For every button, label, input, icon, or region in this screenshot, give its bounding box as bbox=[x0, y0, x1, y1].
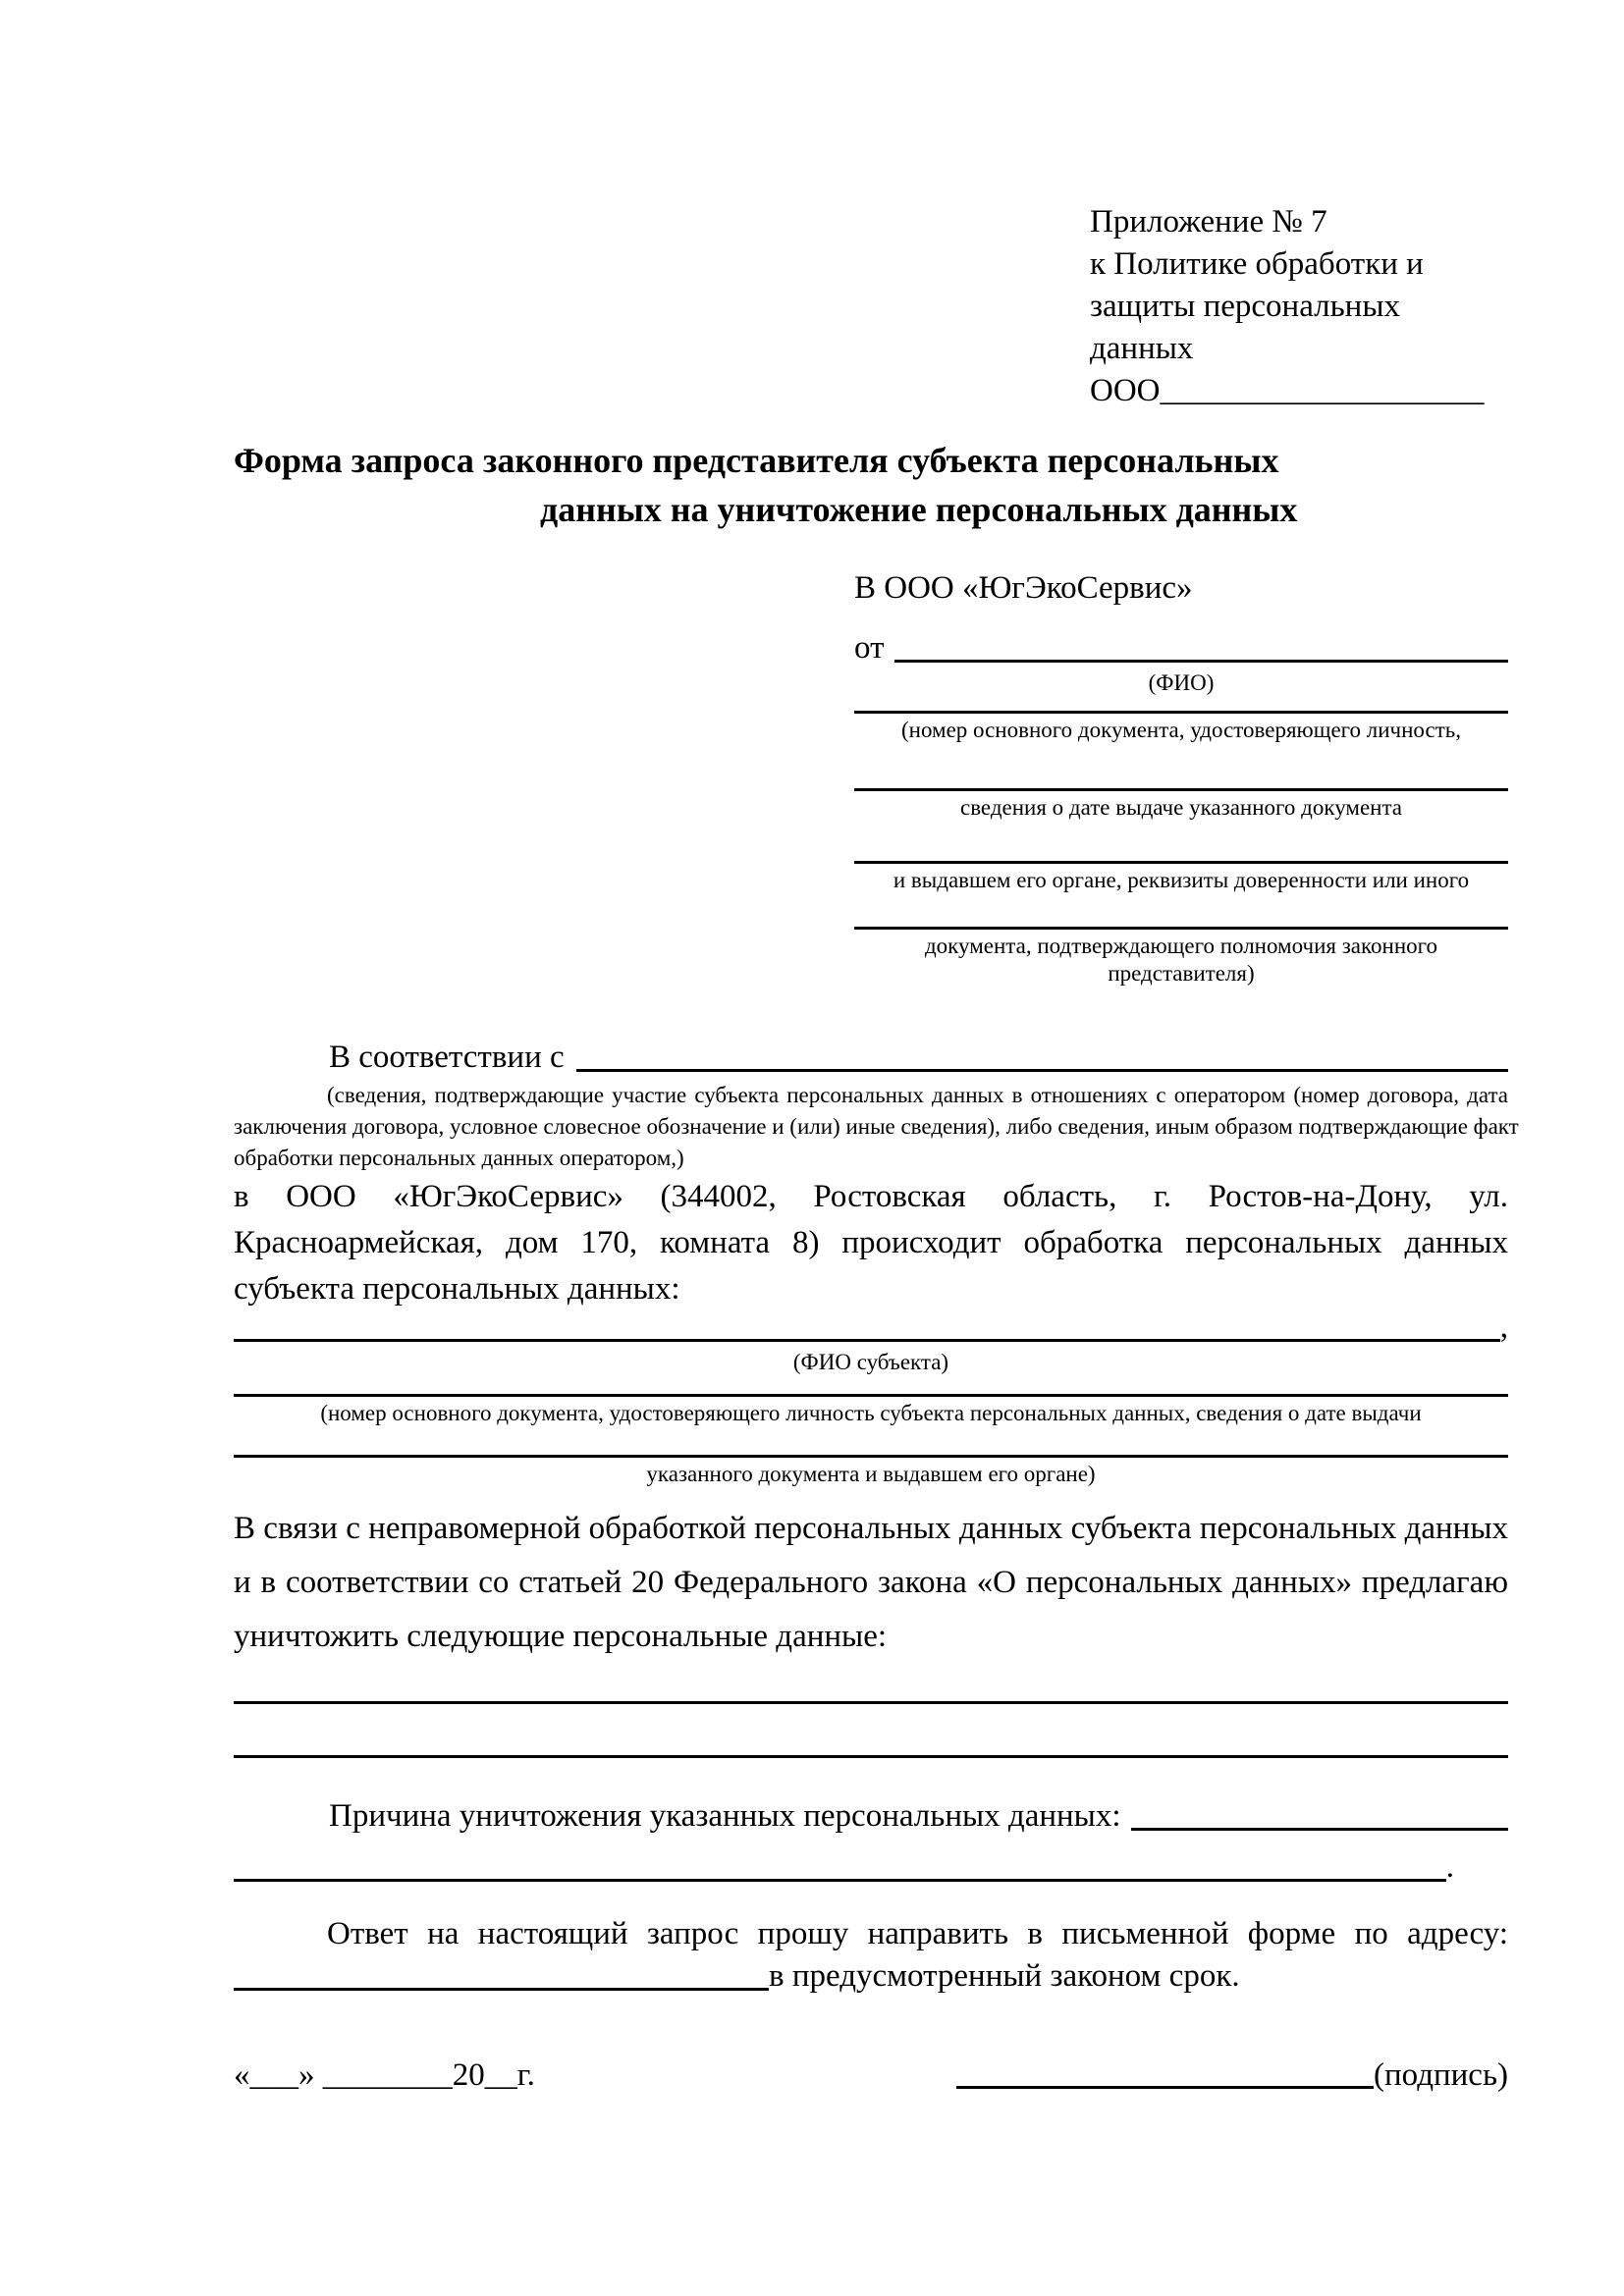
addressee-block bbox=[854, 567, 1508, 988]
subject-fio-row bbox=[234, 1309, 1508, 1346]
issue-date-caption: сведения о дате выдаче указанного документа bbox=[959, 795, 1403, 820]
signature-blank-line bbox=[956, 2086, 1374, 2089]
document-body bbox=[234, 1035, 1519, 1995]
according-footnote-line-3: обработки персональных данных оператором,) bbox=[234, 1146, 684, 1170]
personal-data-blank-line-2 bbox=[234, 1755, 1508, 1758]
signature-group bbox=[956, 2057, 1508, 2094]
operator-paragraph-line-3: субъекта персональных данных: bbox=[234, 1271, 680, 1307]
appendix-note bbox=[1090, 201, 1508, 412]
subject-fio-blank-line bbox=[234, 1339, 1500, 1342]
demand-paragraph bbox=[234, 1502, 1508, 1664]
operator-paragraph-line-1: в ООО «ЮгЭкоСервис» (344002, Ростовская область, г. Ростов-на-Дону, ул. bbox=[234, 1179, 1508, 1214]
operator-paragraph bbox=[234, 1174, 1508, 1312]
authority-doc-caption: документа, подтверждающего полномочия законного представителя) bbox=[924, 934, 1437, 986]
answer-paragraph: Ответ на настоящий запрос прошу направить в письменной форме по адресу: bbox=[327, 1916, 1508, 1951]
subject-doc-caption-2: указанного документа и выдавшем его органе) bbox=[646, 1462, 1096, 1486]
signature-caption: (подпись) bbox=[1374, 2057, 1508, 2093]
identity-doc-caption: (номер основного документа, удостоверяющего личность, bbox=[900, 718, 1461, 742]
reason-row bbox=[234, 1793, 1508, 1835]
according-label: В соответствии с bbox=[329, 1040, 565, 1075]
recipient-org: В ООО «ЮгЭкоСервис» bbox=[854, 570, 1193, 606]
personal-data-blank-line-1 bbox=[234, 1701, 1508, 1704]
from-row bbox=[854, 631, 1508, 667]
form-title bbox=[234, 436, 1508, 534]
appendix-line-3: защиты персональных данных bbox=[1090, 289, 1400, 366]
reason-continuation-row bbox=[234, 1844, 1454, 1886]
according-footnote-line-1: (сведения, подтверждающие участие субъекта персональных данных в отношениях с оператором (номер договора, дата bbox=[327, 1083, 1508, 1107]
appendix-org-blank: ООО____________________ bbox=[1090, 373, 1485, 408]
subject-fio-comma: , bbox=[1499, 1309, 1508, 1345]
reason-blank-line bbox=[1131, 1828, 1508, 1831]
according-row bbox=[234, 1035, 1508, 1076]
fio-caption: (ФИО) bbox=[1148, 670, 1215, 695]
reason-label: Причина уничтожения указанных персональных данных: bbox=[329, 1798, 1121, 1834]
from-label: от bbox=[854, 630, 885, 666]
answer-tail: в предусмотренный законом срок. bbox=[769, 1958, 1240, 1994]
answer-address-blank-line bbox=[234, 1988, 769, 1991]
according-footnote bbox=[234, 1080, 1519, 1174]
subject-doc-caption-1: (номер основного документа, удостоверяющего личность субъекта персональных данных, сведения о дате выдачи bbox=[320, 1401, 1422, 1425]
according-blank-line bbox=[576, 1069, 1508, 1072]
date-blank: «___» ________20__г. bbox=[234, 2057, 535, 2093]
demand-line-1: В связи с неправомерной обработкой персональных данных субъекта персональных данных bbox=[234, 1511, 1508, 1546]
from-blank-line bbox=[894, 660, 1509, 663]
demand-line-2: и в соответствии со статьей 20 Федерального закона «О персональных данных» предлагаю bbox=[234, 1565, 1508, 1600]
reason-period: . bbox=[1445, 1849, 1454, 1885]
issuer-caption: и выдавшем его органе, реквизиты доверенности или иного bbox=[893, 868, 1470, 892]
operator-paragraph-line-2: Красноармейская, дом 170, комната 8) происходит обработка персональных данных bbox=[234, 1225, 1508, 1260]
appendix-line-2: к Политике обработки и bbox=[1090, 246, 1424, 282]
answer-address-row bbox=[234, 1958, 1508, 1995]
according-footnote-line-2: заключения договора, условное словесное обозначение и (или) иные сведения), либо сведения, иным образом подтверждающие факт bbox=[234, 1114, 1519, 1139]
reason-blank-line-2 bbox=[234, 1879, 1446, 1882]
form-title-line-1: Форма запроса законного представителя субъекта персональных bbox=[234, 441, 1279, 480]
demand-line-3: уничтожить следующие персональные данные: bbox=[234, 1619, 888, 1654]
appendix-line-1: Приложение № 7 bbox=[1090, 204, 1327, 240]
form-title-line-2: данных на уничтожение персональных данных bbox=[540, 490, 1298, 529]
date-signature-row bbox=[234, 2057, 1508, 2094]
subject-fio-caption: (ФИО субъекта) bbox=[792, 1350, 949, 1374]
